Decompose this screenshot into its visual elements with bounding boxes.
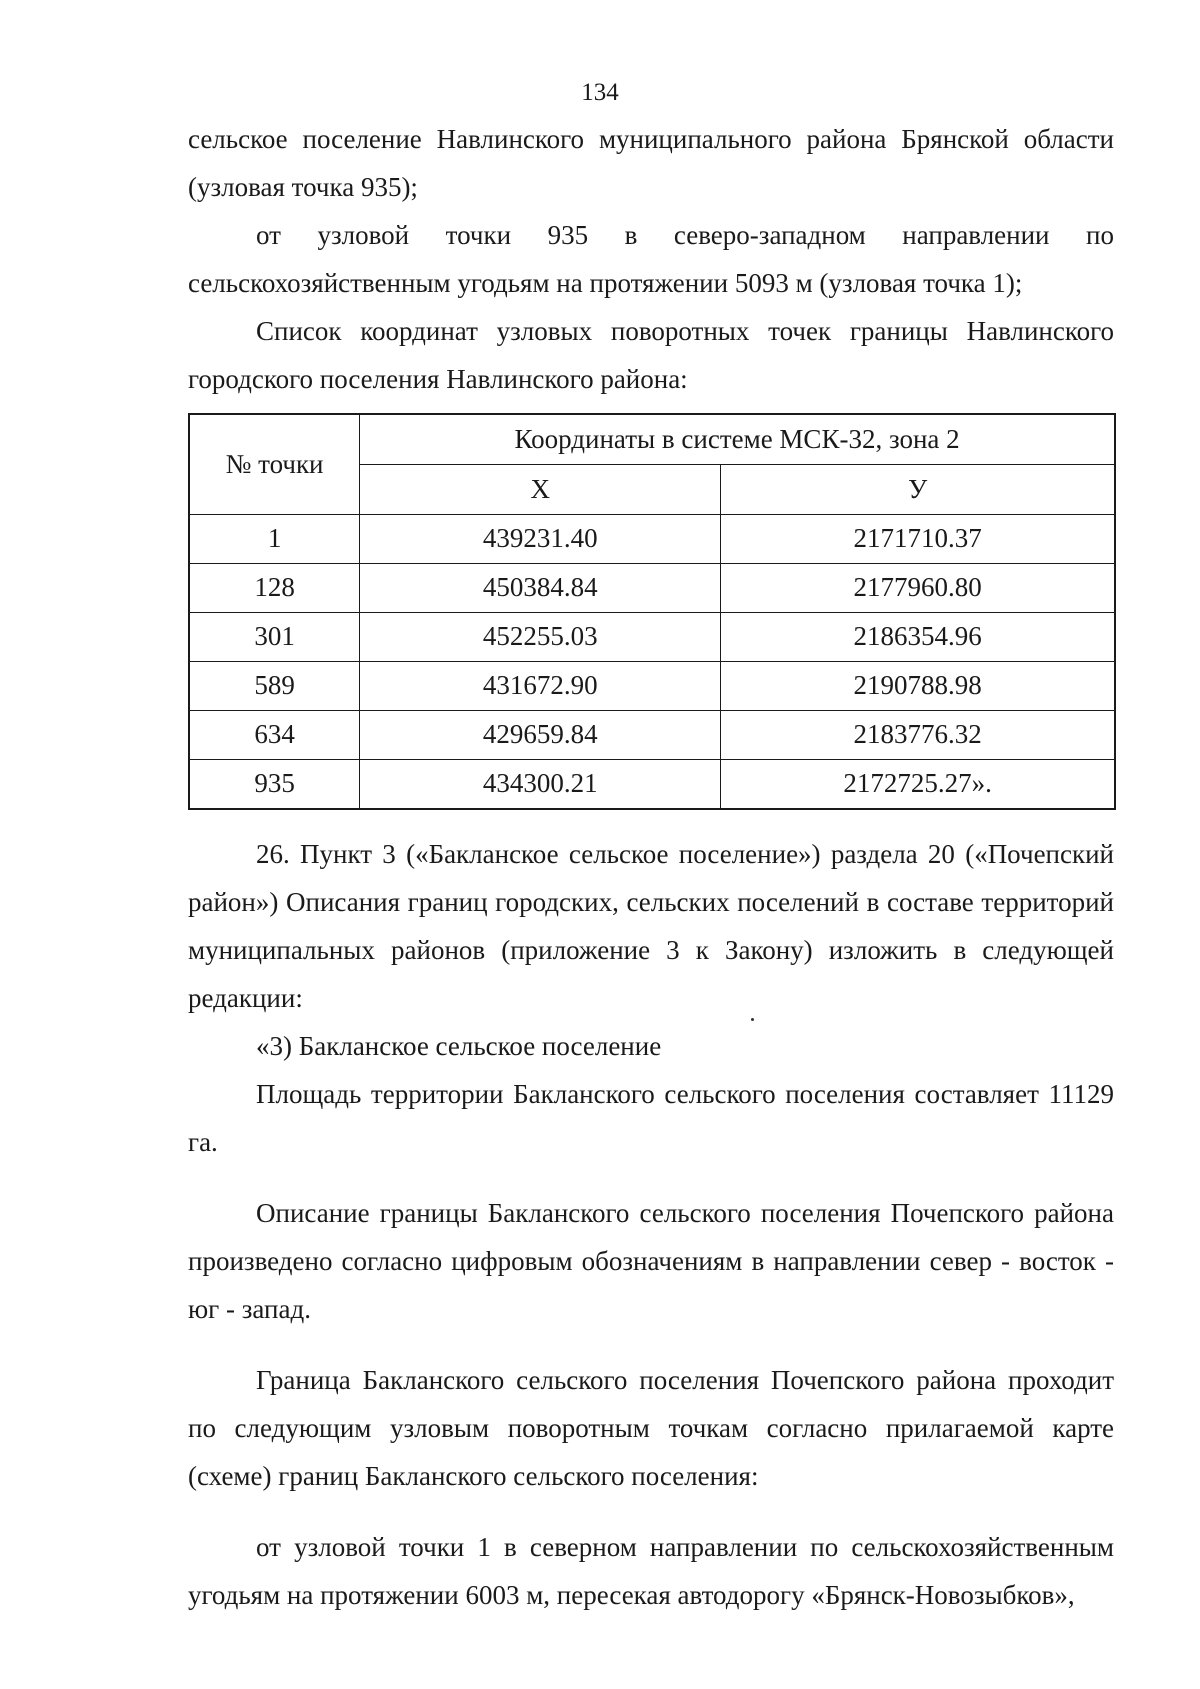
paragraph: сельское поселение Навлинского муниципального района Брянской области (узловая точка 935); (188, 124, 1114, 202)
cell-x: 434300.21 (360, 759, 721, 809)
paragraph: Список координат узловых поворотных точек границы Навлинского городского поселения Навлинского района: (188, 316, 1114, 394)
cell-y: 2190788.98 (721, 661, 1115, 710)
cell-x: 431672.90 (360, 661, 721, 710)
cell-y: 2183776.32 (721, 710, 1115, 759)
paragraph: 26. Пункт 3 («Бакланское сельское поселение») раздела 20 («Почепский район») Описания границ городских, сельских поселений в составе территорий муниципальных районов (приложение 3 к Закону) изложить в следующей редакции: (188, 839, 1114, 1013)
cell-point: 634 (189, 710, 360, 759)
paragraph: от узловой точки 935 в северо-западном направлении по сельскохозяйственным угодьям на протяжении 5093 м (узловая точка 1); (188, 220, 1114, 298)
table-header-row (189, 414, 1115, 464)
table-row (189, 759, 1115, 809)
bottom-text-block (188, 830, 1114, 1619)
cell-point: 128 (189, 563, 360, 612)
cell-point: 589 (189, 661, 360, 710)
table-row (189, 563, 1115, 612)
cell-y: 2177960.80 (721, 563, 1115, 612)
table-row (189, 612, 1115, 661)
cell-x: 452255.03 (360, 612, 721, 661)
paragraph: от узловой точки 1 в северном направлении по сельскохозяйственным угодьям на протяжении 6003 м, пересекая автодорогу «Брянск-Новозыбков», (188, 1532, 1114, 1610)
cell-x: 450384.84 (360, 563, 721, 612)
header-x: Х (360, 464, 721, 514)
page-number: 134 (581, 79, 619, 106)
paragraph: «3) Бакланское сельское поселение (256, 1031, 662, 1061)
cell-y: 2172725.27». (721, 759, 1115, 809)
paragraph: Граница Бакланского сельского поселения Почепского района проходит по следующим узловым поворотным точкам согласно прилагаемой карте (схеме) границ Бакланского сельского поселения: (188, 1365, 1114, 1491)
cell-y: 2186354.96 (721, 612, 1115, 661)
header-coordinates: Координаты в системе МСК-32, зона 2 (360, 414, 1115, 464)
cell-x: 439231.40 (360, 514, 721, 563)
coordinates-table (188, 413, 1116, 810)
scan-speck (751, 1018, 754, 1021)
cell-y: 2171710.37 (721, 514, 1115, 563)
paragraph: Площадь территории Бакланского сельского поселения составляет 11129 га. (188, 1079, 1114, 1157)
cell-point: 1 (189, 514, 360, 563)
table-row (189, 710, 1115, 759)
cell-point: 301 (189, 612, 360, 661)
top-text-block (188, 115, 1114, 403)
header-point-number: № точки (189, 414, 360, 514)
header-y: У (721, 464, 1115, 514)
cell-point: 935 (189, 759, 360, 809)
paragraph: Описание границы Бакланского сельского поселения Почепского района произведено согласно цифровым обозначениям в направлении север - восток - юг - запад. (188, 1198, 1114, 1324)
table-row (189, 514, 1115, 563)
table-row (189, 661, 1115, 710)
cell-x: 429659.84 (360, 710, 721, 759)
